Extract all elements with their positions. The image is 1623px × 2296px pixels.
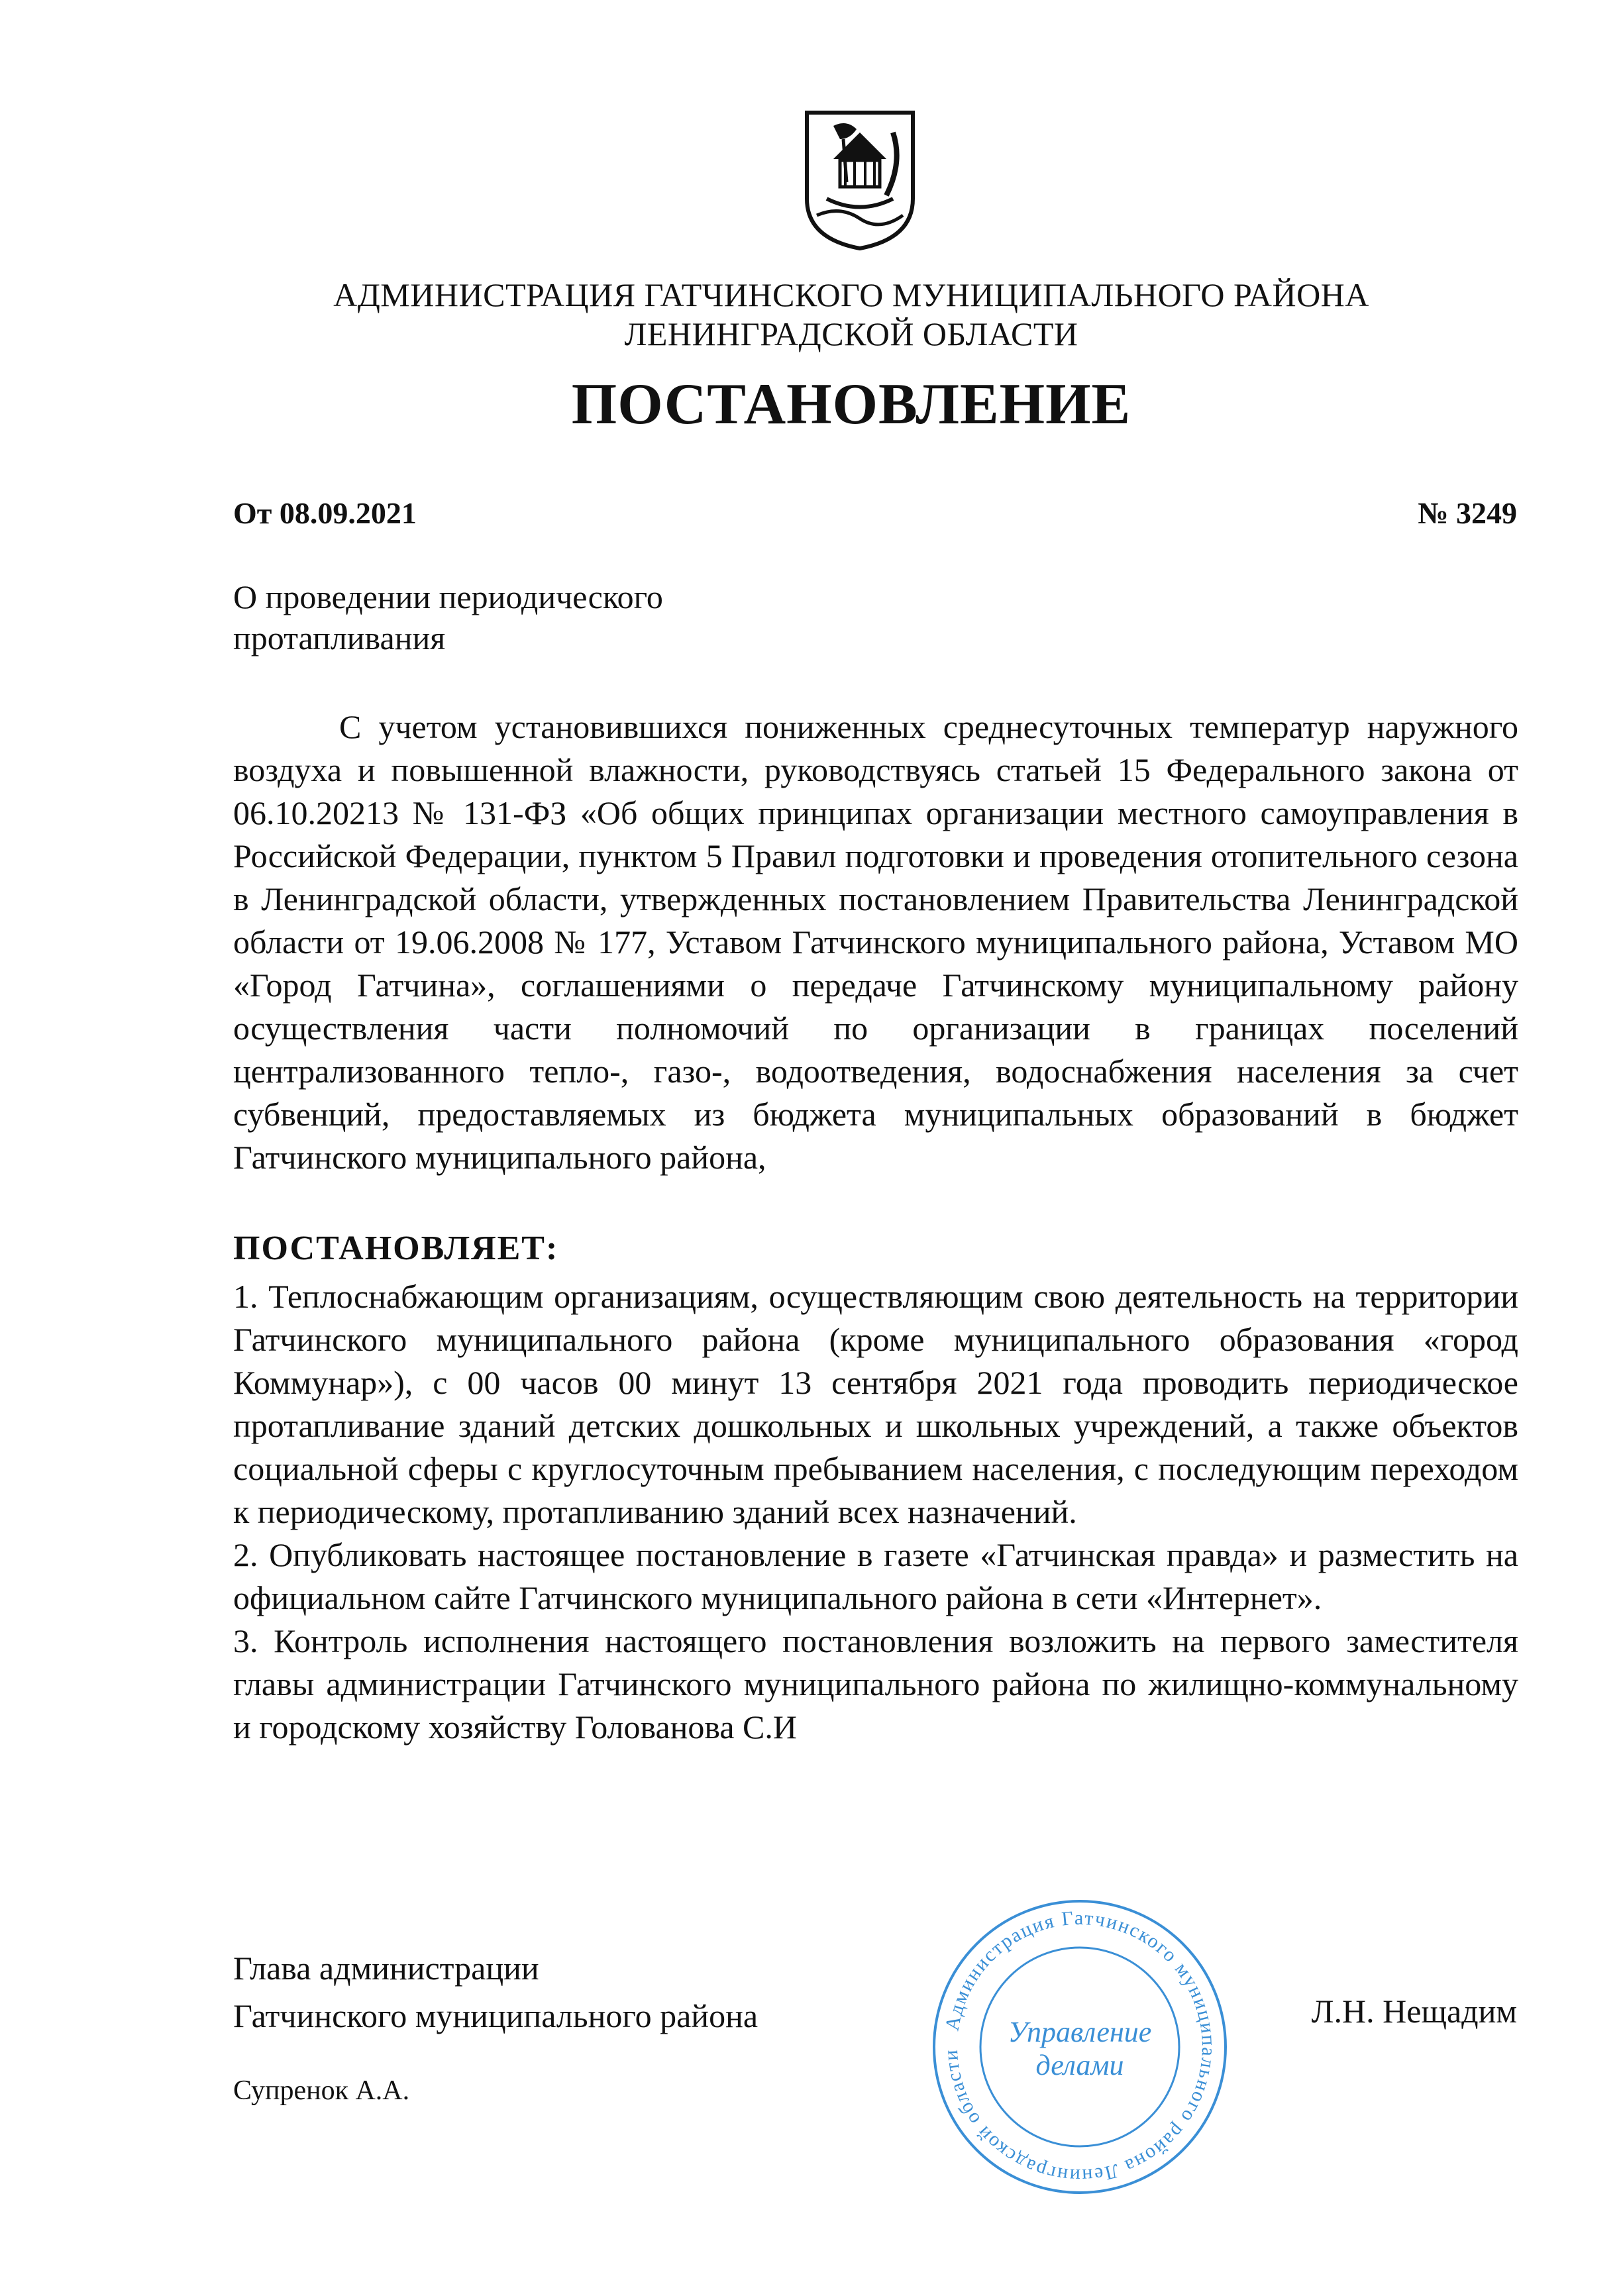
preamble-paragraph: С учетом установившихся пониженных среднесуточных температур наружного воздуха и повышенной влажности, руководствуясь статьей 15 Федерального закона от 06.10.20213 № 131-ФЗ «Об общих принципах организации местного самоуправления в Российской Федерации, пунктом 5 Правил подготовки и проведения отопительного сезона в Ленинградской области, утвержденных постановлением Правительства Ленинградской области от 19.06.2008 № 177, Уставом Гатчинского муниципального района, Уставом МО «Город Гатчина», соглашениями о передаче Гатчинскому муниципальному району осуществления части полномочий по организации в границах поселений централизованного тепло-, газо-, водоотведения, водоснабжения населения за счет субвенций, предоставляемых из бюджета муниципальных образований в бюджет Гатчинского муниципального района, <box>233 708 1518 1176</box>
stamp-center-line1: Управление <box>1008 2016 1152 2048</box>
document-title: ПОСТАНОВЛЕНИЕ <box>571 372 1131 437</box>
coat-of-arms-emblem <box>794 99 926 253</box>
signatory-title-line2: Гатчинского муниципального района <box>233 1997 759 2034</box>
document-number: № 3249 <box>1418 496 1517 530</box>
resolution-item: 2. Опубликовать настоящее постановление в газете «Гатчинская правда» и разместить на официальном сайте Гатчинского муниципального района в сети «Интернет». <box>233 1536 1518 1616</box>
resolution-items <box>233 1275 1518 1749</box>
executor-name: Супренок А.А. <box>233 2075 410 2106</box>
resolution-item: 1. Теплоснабжающим организациям, осуществляющим свою деятельность на территории Гатчинского муниципального района (кроме муниципального образования «город Коммунар»), с 00 часов 00 минут 13 сентября 2021 года проводить периодическое протапливание зданий детских дошкольных и школьных учреждений, а также объектов социальной сферы с круглосуточным пребыванием населения, с последующим переходом к периодическому, протапливанию зданий всех назначений. <box>233 1278 1518 1530</box>
signatory-name: Л.Н. Нещадим <box>1311 1993 1517 2030</box>
organization-name-line2: ЛЕНИНГРАДСКОЙ ОБЛАСТИ <box>624 315 1078 352</box>
signatory-title <box>233 1944 758 2040</box>
signatory-title-line1: Глава администрации <box>233 1950 539 1987</box>
subject-line: протапливания <box>233 619 446 656</box>
document-date: От 08.09.2021 <box>233 496 417 530</box>
official-stamp <box>927 1895 1232 2199</box>
resolves-heading: ПОСТАНОВЛЯЕТ: <box>233 1229 559 1267</box>
stamp-ring-text: Администрация Гатчинского муниципального района Ленинградской области <box>939 1906 1220 2187</box>
stamp-center-line2: делами <box>1035 2049 1124 2081</box>
resolution-item: 3. Контроль исполнения настоящего постановления возложить на первого заместителя главы администрации Гатчинского муниципального района по жилищно-коммунальному и городскому хозяйству Голованова С.И <box>233 1622 1518 1746</box>
organization-name-line1: АДМИНИСТРАЦИЯ ГАТЧИНСКОГО МУНИЦИПАЛЬНОГО РАЙОНА <box>333 276 1369 313</box>
subject-line: О проведении периодического <box>233 578 663 615</box>
document-subject <box>233 576 663 658</box>
